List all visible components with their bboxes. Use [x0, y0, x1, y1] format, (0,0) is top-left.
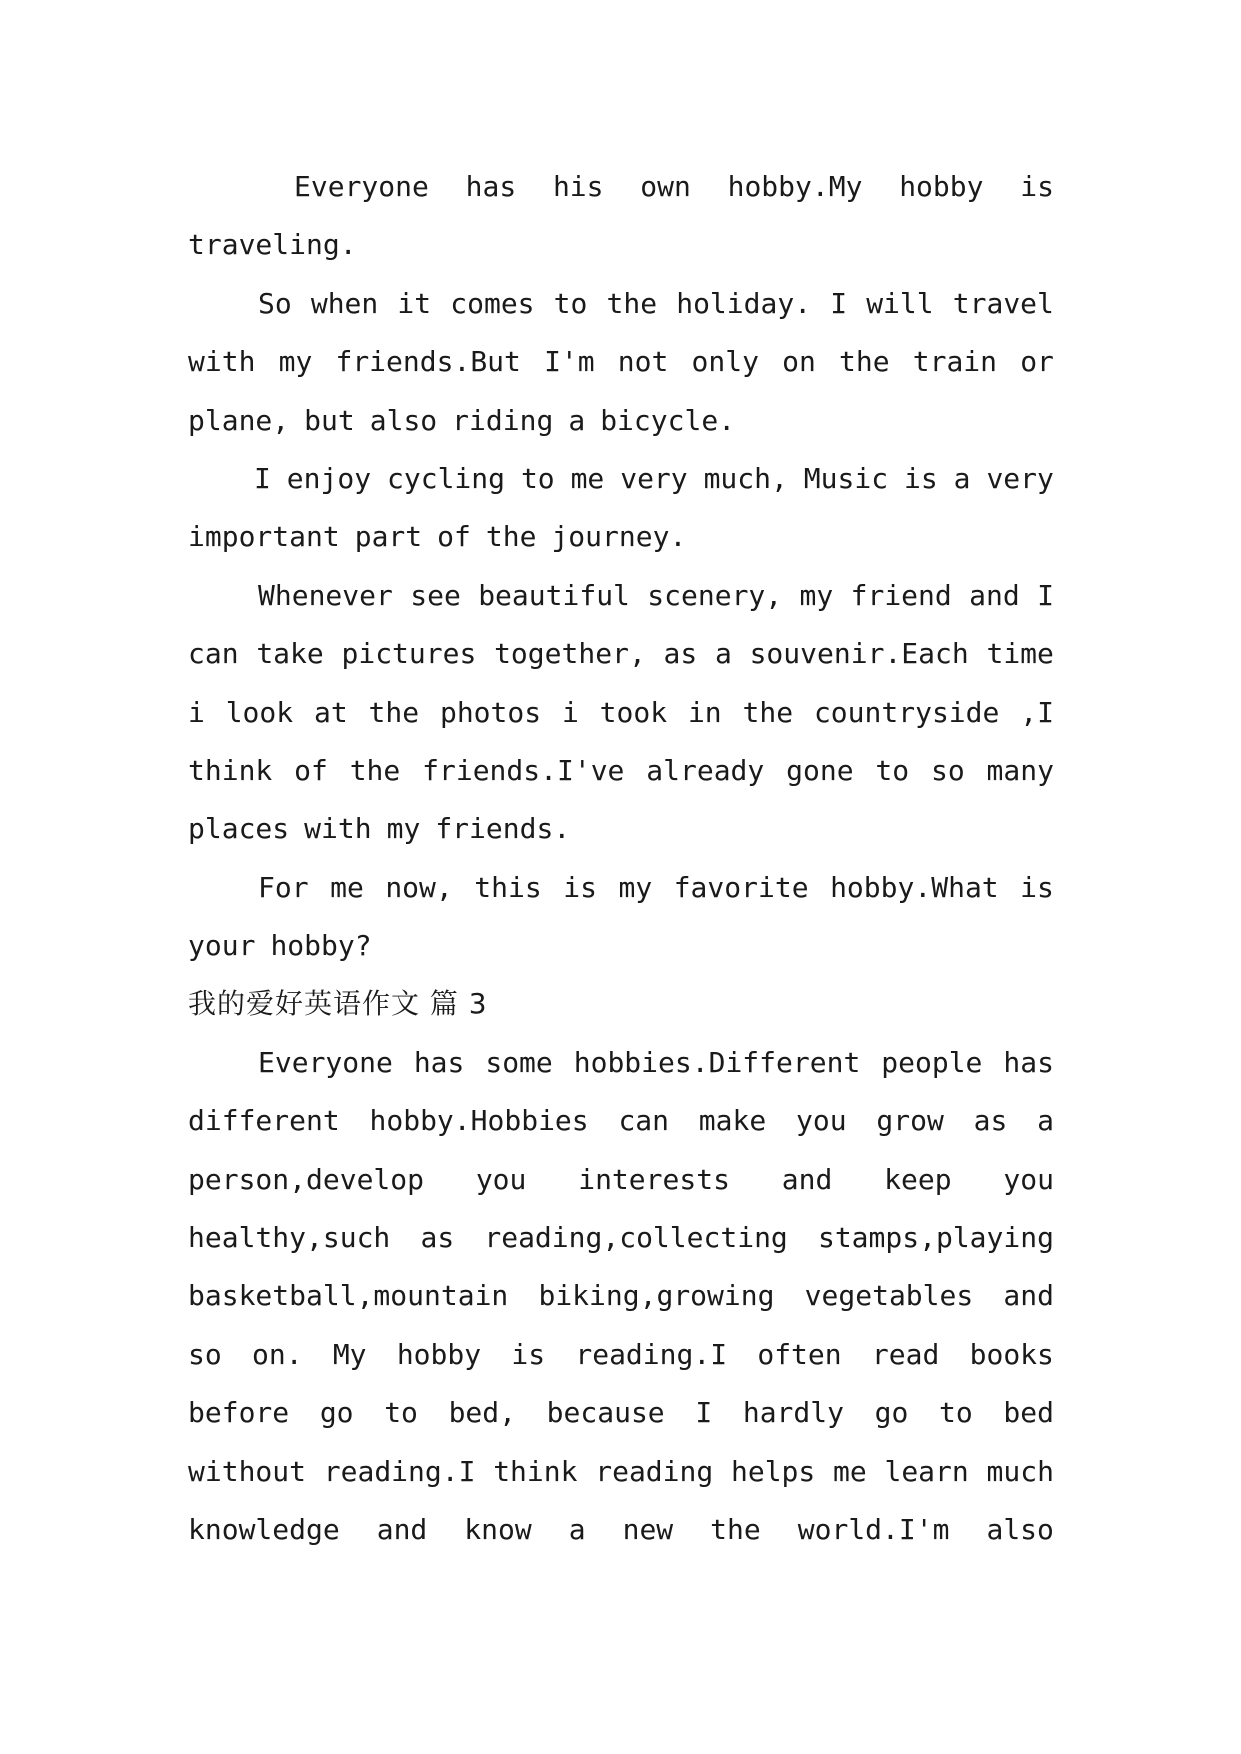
text-line: healthy,such as reading,collecting stamps,playing [188, 1221, 1054, 1255]
text-line: knowledge and know a new the world.I'm also [188, 1512, 1054, 1546]
text-line: person,develop you interests and keep you [188, 1162, 1054, 1196]
text-line: Everyone has some hobbies.Different people has [258, 1045, 1054, 1079]
paragraph [188, 1034, 1054, 1560]
text-line: For me now, this is my favorite hobby.What is [258, 870, 1054, 904]
text-line: i look at the photos i took in the countryside ,I [188, 695, 1054, 729]
paragraph [188, 275, 1054, 450]
text-line: so on. My hobby is reading.I often read books [188, 1337, 1054, 1371]
text-line: important part of the journey. [188, 520, 687, 554]
text-line: with my friends.But I'm not only on the train or [188, 345, 1054, 379]
document-body [188, 158, 1054, 1559]
text-line: traveling. [188, 228, 357, 262]
text-line: can take pictures together, as a souvenir.Each time [188, 637, 1054, 671]
text-line: plane, but also riding a bicycle. [188, 403, 736, 437]
text-line: basketball,mountain biking,growing vegetables and [188, 1279, 1054, 1313]
text-line: So when it comes to the holiday. I will travel [258, 286, 1054, 320]
text-line: your hobby? [188, 929, 372, 963]
text-line: before go to bed, because I hardly go to bed [188, 1396, 1054, 1430]
text-line: without reading.I think reading helps me learn much [188, 1454, 1054, 1488]
section-heading: 我的爱好英语作文 篇 3 [188, 987, 488, 1021]
paragraph [188, 450, 1054, 567]
paragraph [188, 567, 1054, 859]
text-line: places with my friends. [188, 812, 571, 846]
text-line: different hobby.Hobbies can make you grow as a [188, 1104, 1054, 1138]
essay-part-2 [188, 158, 1054, 975]
text-line: Everyone has his own hobby.My hobby is [294, 170, 1054, 203]
essay-part-3 [188, 1034, 1054, 1560]
paragraph [188, 158, 1054, 275]
text-line: think of the friends.I've already gone to so many [188, 753, 1054, 787]
text-line: Whenever see beautiful scenery, my friend and I [258, 578, 1054, 612]
text-line: I enjoy cycling to me very much, Music is a very [254, 461, 1054, 495]
paragraph [188, 859, 1054, 976]
